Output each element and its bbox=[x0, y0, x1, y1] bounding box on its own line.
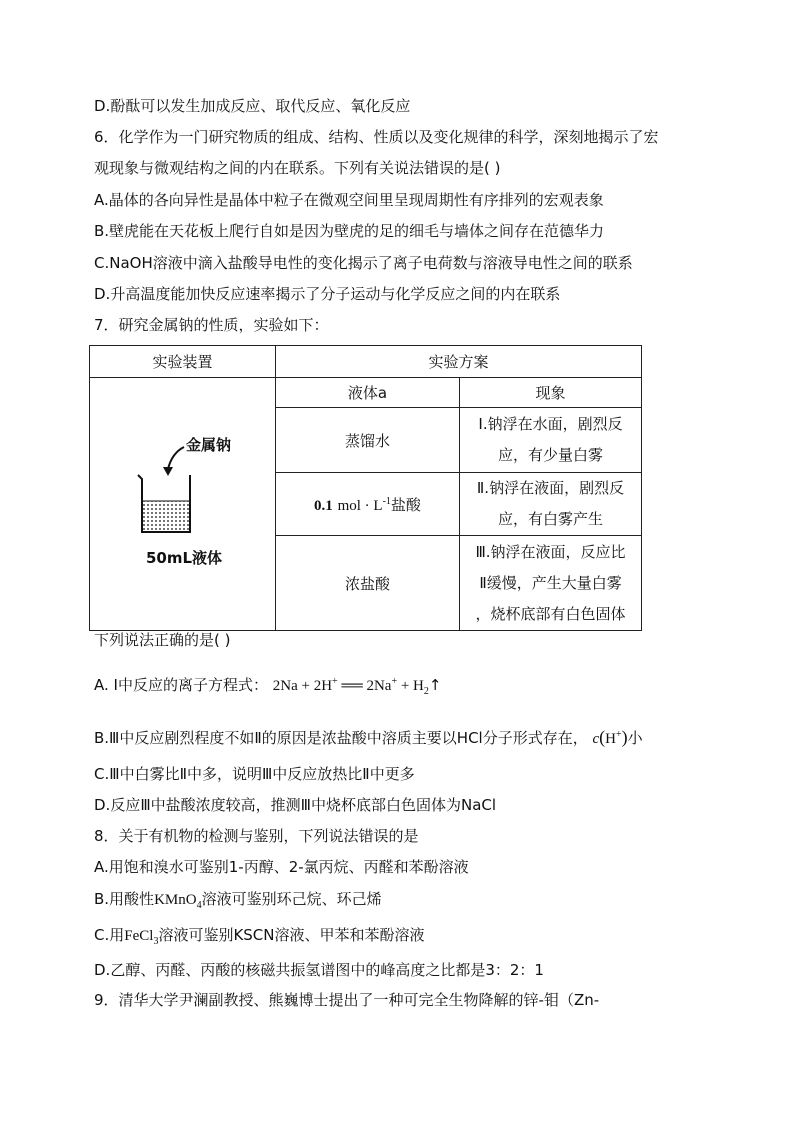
liquid-conc-hcl: 浓盐酸 bbox=[276, 536, 460, 631]
question-6-line2: 观现象与微观结构之间的内在联系。下列有关说法错误的是( ) bbox=[94, 159, 501, 177]
option-a-q7: A. Ⅰ中反应的离子方程式： 2Na + 2H+ ══ $2Na^+ + H_2↑$ bbox=[94, 676, 442, 697]
option-c-q6: C.NaOH溶液中滴入盐酸导电性的变化揭示了离子电荷数与溶液导电性之间的联系 bbox=[94, 254, 633, 272]
header-liquid: 液体a bbox=[276, 378, 460, 408]
header-plan: 实验方案 bbox=[276, 346, 642, 378]
option-d-q8: D.乙醇、丙醛、丙酸的核磁共振氢谱图中的峰高度之比都是3：2：1 bbox=[94, 961, 544, 979]
beaker-diagram bbox=[90, 379, 276, 629]
arrow-icon bbox=[163, 467, 173, 476]
liquid-water: 蒸馏水 bbox=[276, 408, 460, 473]
option-d-q6: D.升高温度能加快反应速率揭示了分子运动与化学反应之间的内在联系 bbox=[94, 285, 561, 303]
question-7: 7．研究金属钠的性质，实验如下： bbox=[94, 316, 329, 334]
phenomenon-1: Ⅰ.钠浮在水面，剧烈反 应，有少量白雾 bbox=[460, 408, 642, 473]
question-8: 8．关于有机物的检测与鉴别，下列说法错误的是 bbox=[94, 827, 419, 845]
liquid-dilute-hcl: 0.1 mol · $L^{-1}$盐酸 bbox=[276, 473, 460, 536]
option-d-q5: D.酚酞可以发生加成反应、取代反应、氧化反应 bbox=[94, 97, 411, 115]
sodium-label: 金属钠 bbox=[186, 436, 232, 454]
question-7-prompt: 下列说法正确的是( ) bbox=[94, 631, 231, 649]
option-a-q6: A.晶体的各向异性是晶体中粒子在微观空间里呈现周期性有序排列的宏观表象 bbox=[94, 191, 604, 209]
option-b-q6: B.壁虎能在天花板上爬行自如是因为壁虎的足的细毛与墙体之间存在范德华力 bbox=[94, 222, 605, 240]
option-d-q7: D.反应Ⅲ中盐酸浓度较高，推测Ⅲ中烧杯底部白色固体为NaCl bbox=[94, 796, 497, 814]
option-c-q7: C.Ⅲ中白雾比Ⅱ中多，说明Ⅲ中反应放热比Ⅱ中更多 bbox=[94, 765, 415, 783]
option-b-q8: B.用酸性KMnO$_4$溶液可鉴别环己烷、环己烯 bbox=[94, 890, 382, 911]
option-c-q8: C.用FeCl$_3$溶液可鉴别KSCN溶液、甲苯和苯酚溶液 bbox=[94, 926, 425, 947]
gas-arrow-icon: ↑ bbox=[428, 676, 442, 694]
question-9: 9．清华大学尹澜副教授、熊巍博士提出了一种可完全生物降解的锌-钼（Zn- bbox=[94, 991, 600, 1009]
phenomenon-3: Ⅲ.钠浮在液面，反应比 Ⅱ缓慢，产生大量白雾 ，烧杯底部有白色固体 bbox=[460, 536, 642, 631]
header-apparatus: 实验装置 bbox=[90, 346, 276, 378]
question-6-line1: 6．化学作为一门研究物质的组成、结构、性质以及变化规律的科学，深刻地揭示了宏 bbox=[94, 128, 659, 146]
option-a-q8: A.用饱和溴水可鉴别1-丙醇、2-氯丙烷、丙醛和苯酚溶液 bbox=[94, 858, 469, 876]
experiment-table bbox=[89, 345, 642, 631]
apparatus-cell bbox=[90, 378, 276, 631]
liquid-volume-label: 50mL液体 bbox=[146, 549, 223, 567]
phenomenon-2: Ⅱ.钠浮在液面，剧烈反 应，有白雾产生 bbox=[460, 473, 642, 536]
option-b-q7: B.Ⅲ中反应剧烈程度不如Ⅱ的原因是浓盐酸中溶质主要以HCl分子形式存在， c(H+)小 bbox=[94, 727, 643, 747]
header-phenomenon: 现象 bbox=[460, 378, 642, 408]
